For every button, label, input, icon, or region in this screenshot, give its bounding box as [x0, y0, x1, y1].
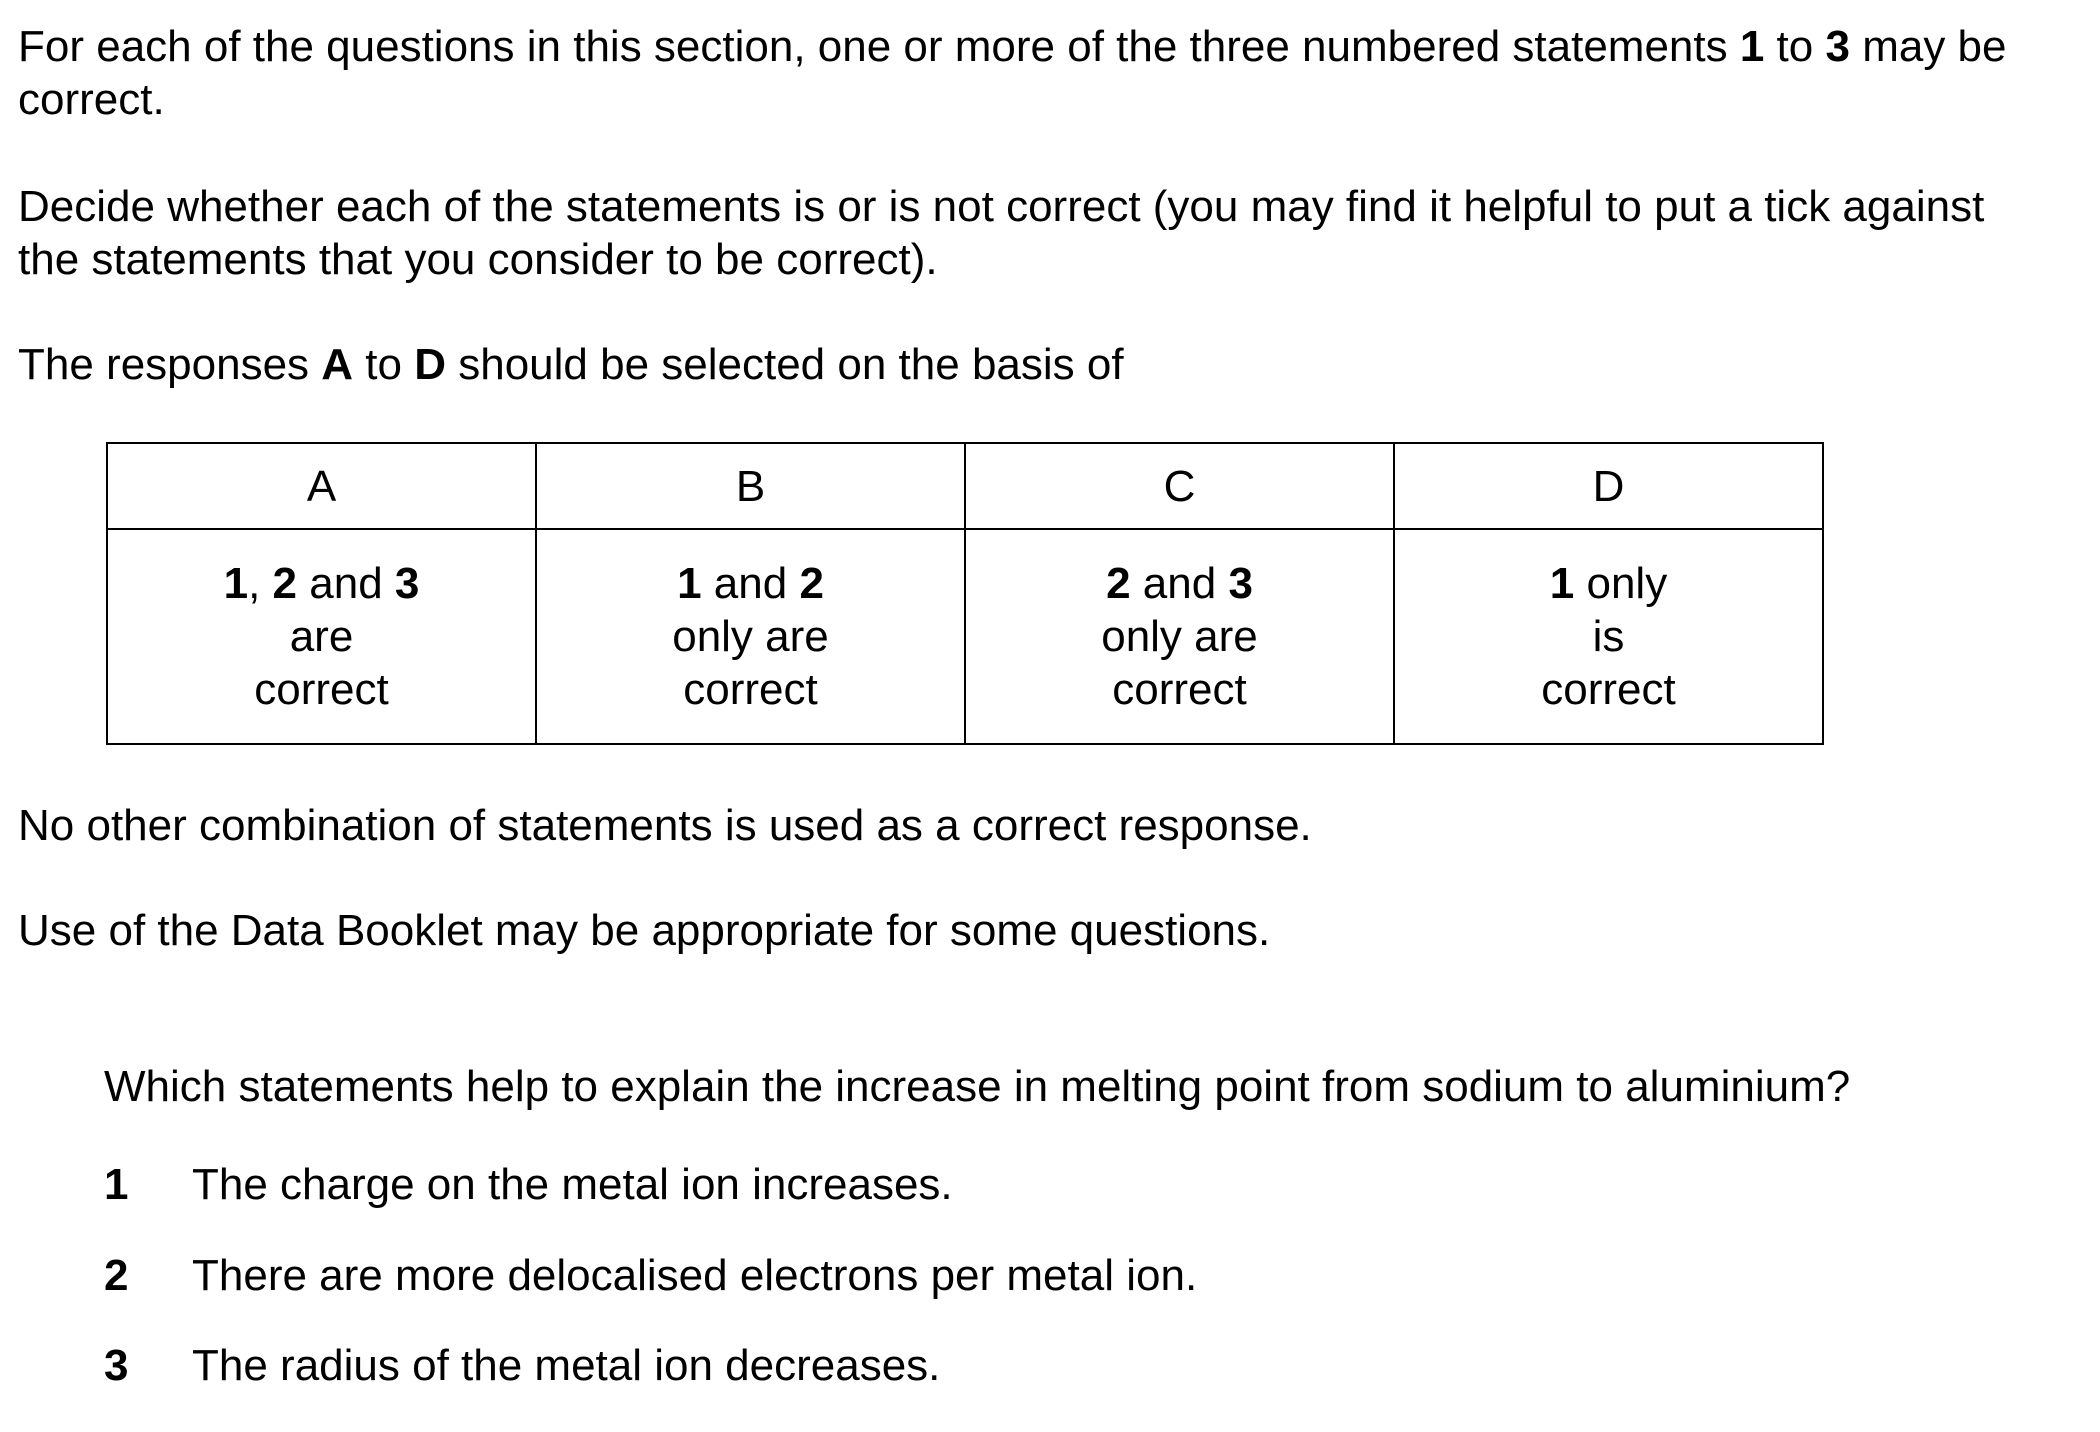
cell-b-line-3: correct: [683, 665, 818, 714]
header-d: D: [1394, 443, 1823, 529]
intro-text-2: to: [1764, 22, 1826, 71]
instructions-intro: [18, 20, 2082, 126]
statement-3: [104, 1339, 940, 1392]
responses-bold-a: A: [321, 340, 354, 389]
responses-text-3: should be selected on the basis of: [446, 340, 1124, 389]
statement-text: There are more delocalised electrons per metal ion.: [192, 1251, 1198, 1300]
statement-number: 2: [104, 1251, 129, 1300]
question-text: Which statements help to explain the increase in melting point from sodium to aluminium?: [104, 1062, 1851, 1111]
instructions-responses: [18, 338, 1124, 391]
decide-line-1: Decide whether each of the statements is or is not correct (you may find it helpful to put a tick against: [18, 182, 1985, 231]
cell-b-num-1: 1: [677, 559, 702, 608]
cell-d-text-1: only: [1574, 559, 1668, 608]
cell-c-line-3: correct: [1112, 665, 1247, 714]
cell-a-line-2: are: [289, 612, 354, 661]
cell-a-num-1: 1: [223, 559, 249, 608]
cell-a-sep-1: ,: [248, 559, 273, 608]
responses-bold-d: D: [414, 340, 446, 389]
header-c: C: [965, 443, 1394, 529]
cell-c-num-2: 3: [1228, 559, 1253, 608]
intro-bold-1: 1: [1739, 22, 1765, 71]
cell-a-num-2: 2: [272, 559, 298, 608]
cell-b-num-2: 2: [799, 559, 824, 608]
intro-bold-3: 3: [1825, 22, 1850, 71]
statement-number: 3: [104, 1341, 129, 1390]
cell-c-num-1: 2: [1106, 559, 1131, 608]
cell-b: [536, 529, 965, 744]
cell-d-num-1: 1: [1549, 559, 1575, 608]
cell-b-line-2: only are: [672, 612, 829, 661]
cell-c-line-2: only are: [1101, 612, 1258, 661]
statement-number: 1: [104, 1160, 129, 1209]
intro-text-3: may be correct.: [18, 22, 2007, 124]
cell-b-sep-1: and: [701, 559, 800, 608]
statement-1: [104, 1158, 953, 1211]
cell-d-line-2: is: [1592, 612, 1625, 661]
cell-a-num-3: 3: [394, 559, 420, 608]
statement-text: The radius of the metal ion decreases.: [192, 1341, 941, 1390]
cell-d: [1394, 529, 1823, 744]
instructions-decide: [18, 180, 1984, 286]
cell-b-line-1: [537, 557, 964, 610]
cell-c-sep-1: and: [1130, 559, 1229, 608]
responses-text-1: The responses: [18, 340, 322, 389]
responses-text-2: to: [353, 340, 415, 389]
response-key-header-row: [107, 443, 1823, 529]
decide-line-2: the statements that you consider to be correct).: [18, 235, 938, 284]
cell-d-line-3: correct: [1541, 665, 1676, 714]
cell-a-line-1: [108, 557, 535, 610]
cell-a: [107, 529, 536, 744]
header-b: B: [536, 443, 965, 529]
statement-2: [104, 1249, 1197, 1302]
cell-a-sep-2: and: [297, 559, 395, 608]
statement-text: The charge on the metal ion increases.: [192, 1160, 953, 1209]
cell-a-line-3: correct: [254, 665, 389, 714]
response-key-table: [106, 442, 1824, 745]
cell-c-line-1: [966, 557, 1393, 610]
intro-text-1: For each of the questions in this section, one or more of the three numbered statements: [18, 22, 1740, 71]
no-other-combination-note: No other combination of statements is used as a correct response.: [18, 801, 1312, 850]
data-booklet-note: Use of the Data Booklet may be appropriate for some questions.: [18, 906, 1271, 955]
response-key-body-row: [107, 529, 1823, 744]
cell-d-line-1: [1395, 557, 1822, 610]
cell-c: [965, 529, 1394, 744]
header-a: A: [107, 443, 536, 529]
